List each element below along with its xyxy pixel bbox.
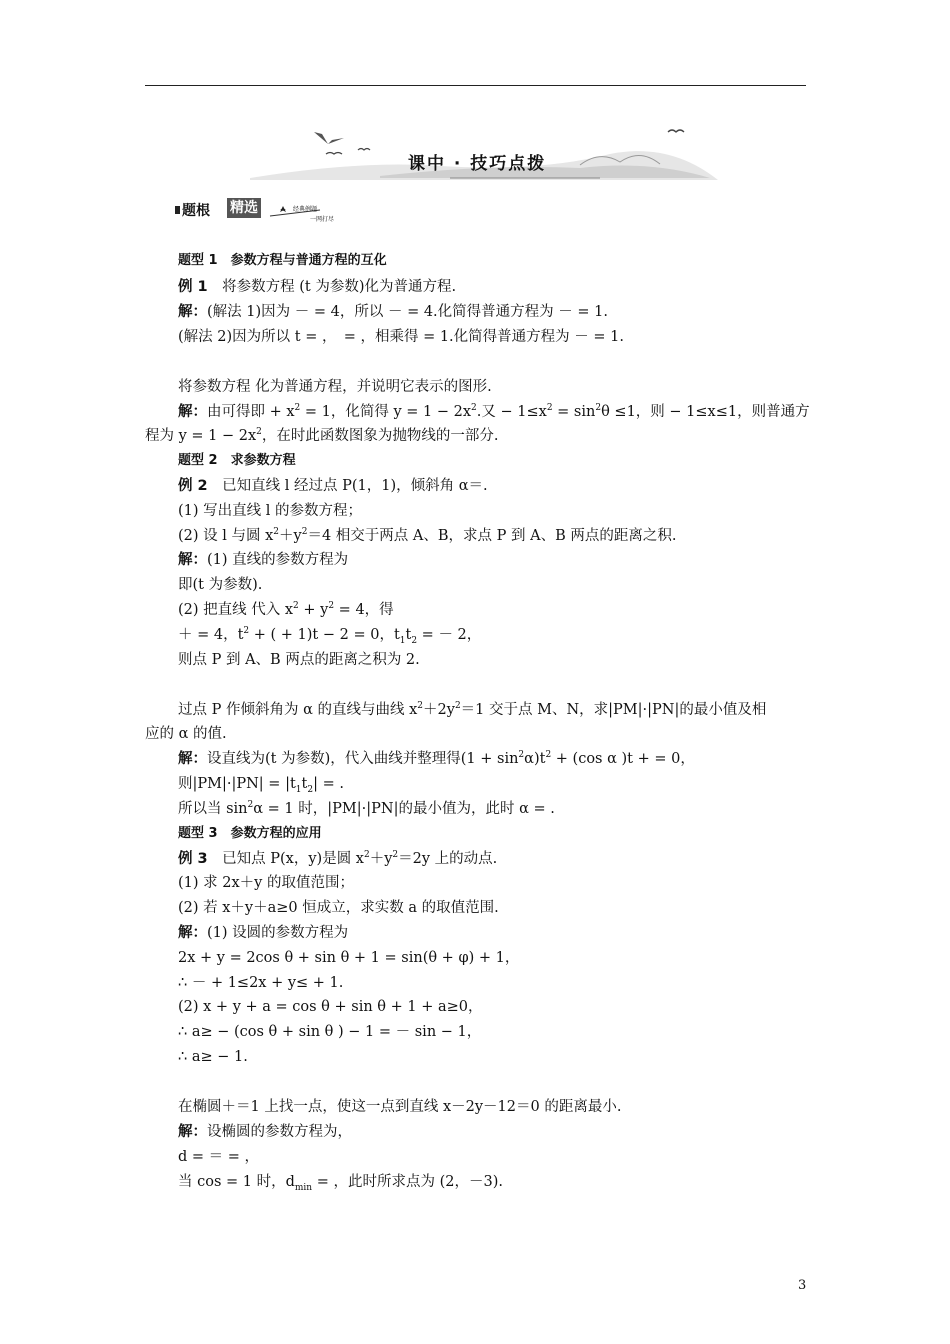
section-tag-box: 精选: [227, 198, 261, 218]
example2-question: 例 2 已知直线 l 经过点 P(1，1)，倾斜角 α＝.: [178, 478, 488, 494]
banner-title: 课中 · 技巧点拨: [408, 154, 547, 174]
variant2-solution-2: 则$|PM|\cdot|PN| = |t_1t_2|$ = .: [178, 776, 344, 795]
variant3-question: 在椭圆＋＝1 上找一点，使这一点到直线 x－2y－12＝0 的距离最小.: [178, 1099, 622, 1115]
section-tag-sub1: 经典例题: [293, 206, 318, 213]
example2-q1: (1) 写出直线 l 的参数方程；: [178, 503, 363, 519]
header-rule: [145, 85, 806, 86]
section-tag-sub2: 一网打尽: [310, 216, 335, 223]
example3-solution-5: ∴ a≥ − (cos θ + sin θ ) − 1 = － sin − 1，: [178, 1024, 482, 1040]
example2-solution-1: 解：(1) 直线的参数方程为: [178, 552, 349, 568]
variant3-solution-1: 解：设椭圆的参数方程为，: [178, 1124, 352, 1140]
example2-solution-4: ＋ = 4，$t^2$ + ( + 1)t − 2 = 0，$t_1t_2$ = － 2，: [178, 626, 482, 646]
variant1-solution-1: 解：由可得即 + $x^2 = 1$，化简得 $y = 1 - 2x^2$.又 − $1\le x^2 = \sin^2\theta \le 1$，则 − 1≤x≤1，则普通方: [178, 403, 810, 420]
example3-q2: (2) 若 x＋y＋a≥0 恒成立，求实数 a 的取值范围.: [178, 900, 499, 916]
example2-solution-5: 则点 P 到 A、B 两点的距离之积为 2.: [178, 652, 420, 668]
example3-solution-2: 2x + y = 2cos θ + sin θ + 1 = sin(θ + φ) + 1，: [178, 950, 520, 966]
example3-solution-4: (2) x + y + a = cos θ + sin θ + 1 + a≥0，: [178, 999, 483, 1015]
page-number: 3: [798, 1278, 807, 1293]
example1-solution-1: 解：(解法 1)因为 － = 4，所以 － = 4.化简得普通方程为 － = 1.: [178, 304, 608, 320]
variant2-question-2: 应的 α 的值.: [145, 726, 227, 742]
type2-heading: 题型 2 求参数方程: [178, 453, 296, 468]
variant1-solution-2: 程为 $y = 1 - 2x^2$，在时此函数图象为抛物线的一部分.: [145, 427, 499, 444]
variant2-question-1: 过点 P 作倾斜角为 α 的直线与曲线 $x^2+2y^2=1$ 交于点 M、N，求|PM|·|PN|的最小值及相: [178, 701, 767, 718]
example3-solution-6: ∴ a≥ − 1.: [178, 1049, 248, 1065]
example3-solution-1: 解：(1) 设圆的参数方程为: [178, 925, 349, 941]
variant3-solution-3: 当 cos = 1 时，$d_{min}$ = ，此时所求点为 (2，－3).: [178, 1174, 503, 1193]
banner: [240, 120, 720, 195]
type1-heading: 题型 1 参数方程与普通方程的互化: [178, 253, 387, 268]
section-tag: [170, 198, 370, 228]
example2-solution-2: 即(t 为参数).: [178, 577, 263, 593]
example3-q1: (1) 求 2x＋y 的取值范围；: [178, 875, 354, 891]
variant3-solution-2: d = ＝ = ，: [178, 1149, 260, 1165]
variant1-question: 将参数方程 化为普通方程，并说明它表示的图形.: [178, 379, 492, 395]
example2-q2: (2) 设 l 与圆 $x^2+y^2=4$ 相交于两点 A、B，求点 P 到 A、B 两点的距离之积.: [178, 527, 677, 544]
variant2-solution-1: 解：设直线为(t 为参数)，代入曲线并整理得$(1 + \sin^2\alpha)t^2 + (\cos$ α )t + = 0，: [178, 750, 695, 767]
example2-solution-3: (2) 把直线 代入 $x^2 + y^2 = 4$，得: [178, 601, 394, 618]
example3-solution-3: ∴ － + 1≤2x + y≤ + 1.: [178, 975, 344, 991]
example1-question: 例 1 将参数方程 (t 为参数)化为普通方程.: [178, 279, 457, 295]
example3-question: 例 3 已知点 P(x，y)是圆 $x^2+y^2=2y$ 上的动点.: [178, 850, 498, 867]
example1-solution-2: (解法 2)因为所以 t = ， = ，相乘得 = 1.化简得普通方程为 － = 1.: [178, 329, 624, 345]
variant2-solution-3: 所以当 $\sin^2\alpha = 1$ 时，|PM|·|PN|的最小值为，此时 α = .: [178, 800, 555, 817]
section-tag-main: 题根: [182, 203, 210, 219]
type3-heading: 题型 3 参数方程的应用: [178, 826, 322, 841]
